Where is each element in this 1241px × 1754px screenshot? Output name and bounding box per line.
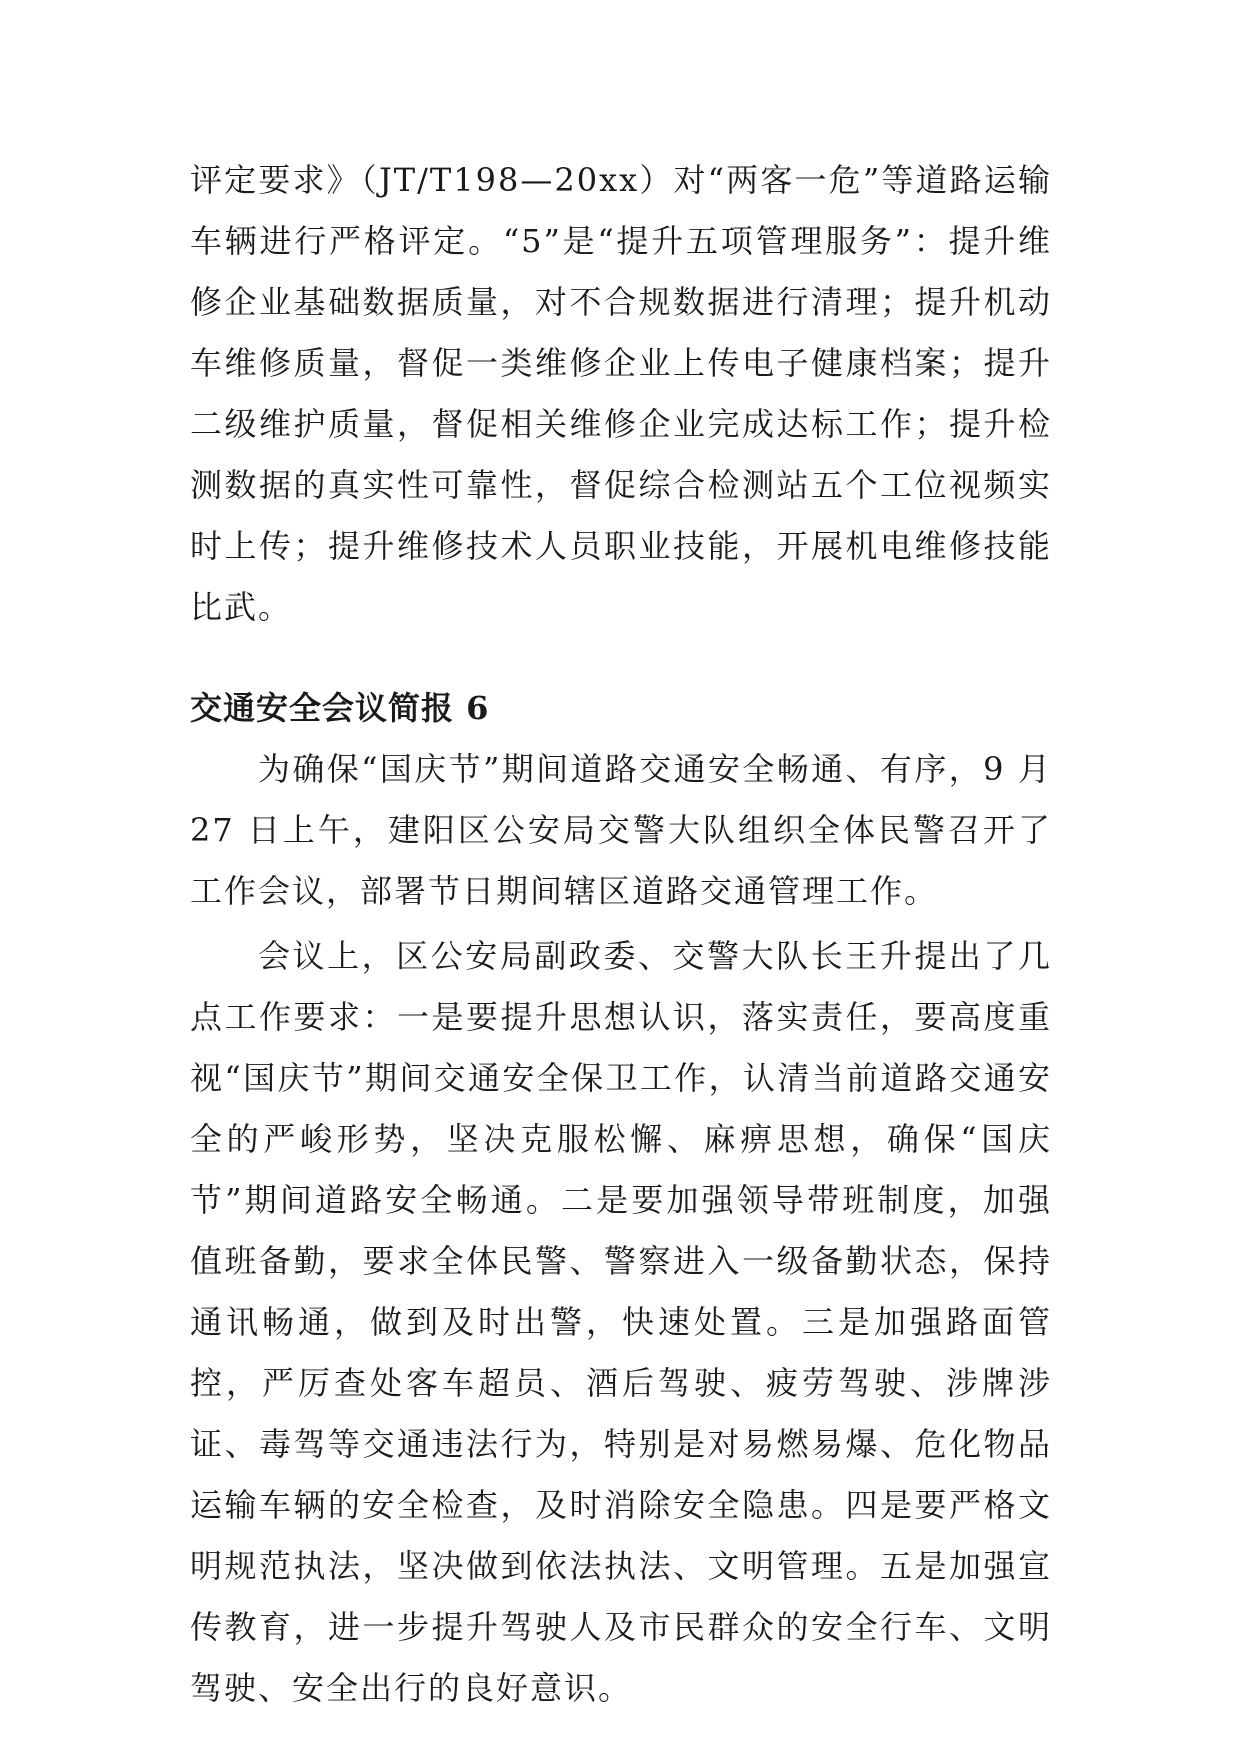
continued-paragraph: 评定要求》（JT/T198—20xx）对“两客一危”等道路运输车辆进行严格评定。“5”是“提升五项管理服务”：提升维修企业基础数据质量，对不合规数据进行清理；提升机动车维修质量，督促一类维修企业上传电子健康档案；提升二级维护质量，督促相关维修企业完成达标工作；提升检测数据的真实性可靠性，督促综合检测站五个工位视频实时上传；提升维修技术人员职业技能，开展机电维修技能比武。	[190, 161, 1052, 626]
document-page	[190, 150, 1052, 1719]
section-title: 交通安全会议简报 6	[190, 689, 490, 727]
paragraph-requirements: 会议上，区公安局副政委、交警大队长王升提出了几点工作要求：一是要提升思想认识，落实责任，要高度重视“国庆节”期间交通安全保卫工作，认清当前道路交通安全的严峻形势，坚决克服松懈、麻痹思想，确保“国庆节”期间道路安全畅通。二是要加强领导带班制度，加强值班备勤，要求全体民警、警察进入一级备勤状态，保持通讯畅通，做到及时出警，快速处置。三是加强路面管控，严厉查处客车超员、酒后驾驶、疲劳驾驶、涉牌涉证、毒驾等交通违法行为，特别是对易燃易爆、危化物品运输车辆的安全检查，及时消除安全隐患。四是要严格文明规范执法，坚决做到依法执法、文明管理。五是加强宣传教育，进一步提升驾驶人及市民群众的安全行车、文明驾驶、安全出行的良好意识。	[190, 937, 1052, 1707]
paragraph-intro: 为确保“国庆节”期间道路交通安全畅通、有序，9 月 27 日上午，建阳区公安局交警大队组织全体民警召开了工作会议，部署节日期间辖区道路交通管理工作。	[190, 750, 1052, 910]
